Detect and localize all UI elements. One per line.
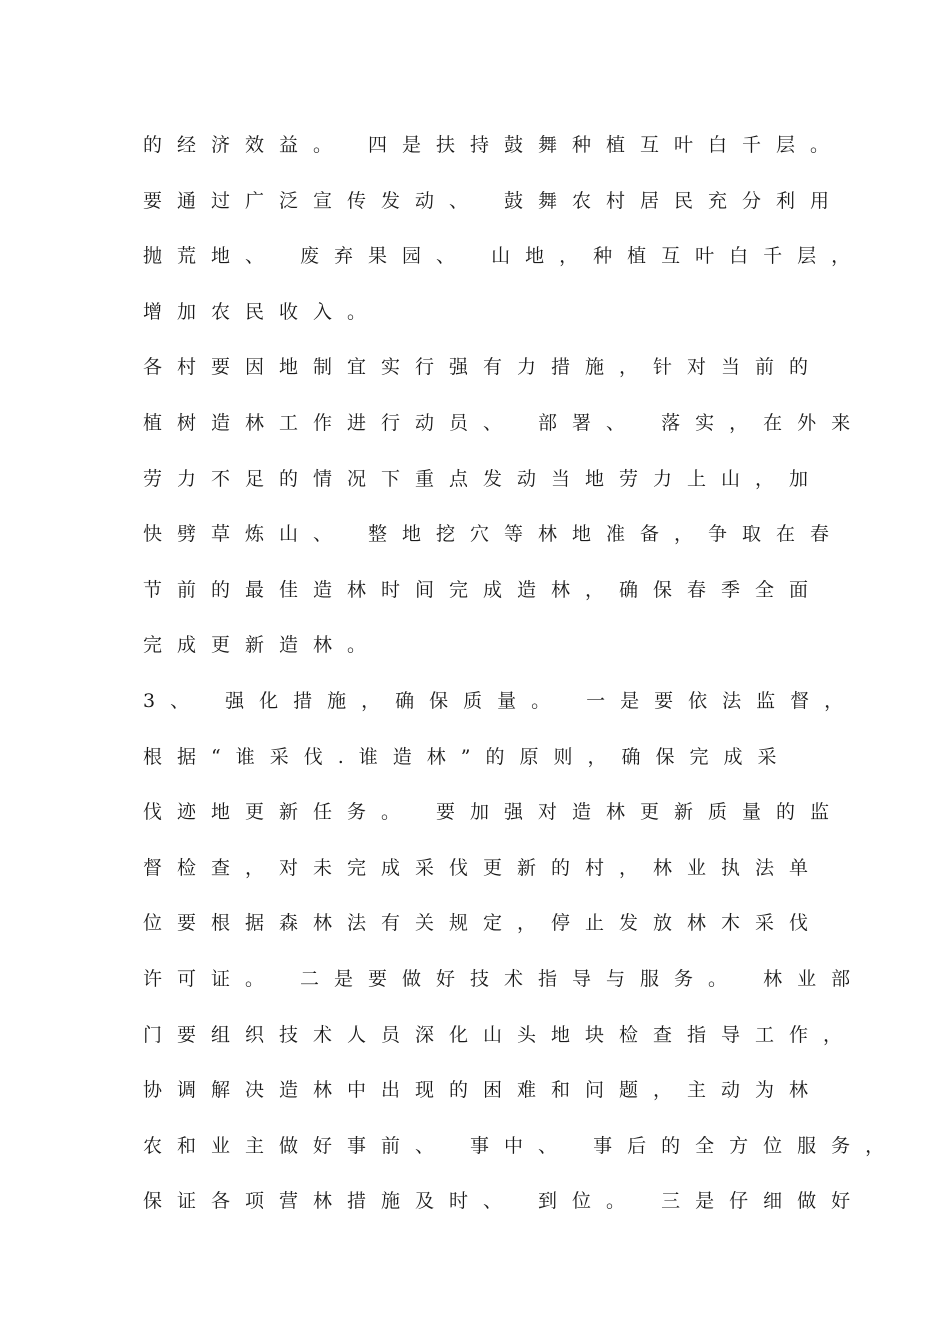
text-line: 保证各项营林措施及时、 到位。 三是仔细做好 [143,1190,866,1213]
text-line: 协调解决造林中出现的困难和问题，主动为林 [143,1079,824,1102]
text-line: 劳力不足的情况下重点发动当地劳力上山，加 [143,467,824,490]
text-line: 完成更新造林。 [143,634,382,657]
text-line: 许可证。 二是要做好技术指导与服务。 林业部 [143,967,866,990]
body-text [143,130,900,1242]
text-line: 3、 强化措施，确保质量。 一是要依法监督， [143,689,859,712]
text-line: 增加农民收入。 [143,300,382,323]
text-line: 门要组织技术人员深化山头地块检查指导工作， [143,1023,858,1046]
text-line: 位要根据森林法有关规定，停止发放林木采伐 [143,912,824,935]
text-line: 根据“谁采伐.谁造林”的原则，确保完成采 [143,745,792,768]
text-line: 植树造林工作进行动员、 部署、 落实，在外来 [143,411,866,434]
text-line: 快劈草炼山、 整地挖穴等林地准备，争取在春 [143,523,845,546]
text-line: 农和业主做好事前、 事中、 事后的全方位服务， [143,1134,900,1157]
text-line: 督检查，对未完成采伐更新的村，林业执法单 [143,856,824,879]
text-line: 抛荒地、 废弃果园、 山地，种植互叶白千层， [143,245,866,268]
text-line: 节前的最佳造林时间完成造林，确保春季全面 [143,578,824,601]
text-line: 要通过广泛宣传发动、 鼓舞农村居民充分利用 [143,189,845,212]
text-line: 伐迹地更新任务。 要加强对造林更新质量的监 [143,801,845,824]
text-line: 的经济效益。 四是扶持鼓舞种植互叶白千层。 [143,134,845,156]
text-line: 各村要因地制宜实行强有力措施，针对当前的 [143,356,824,379]
